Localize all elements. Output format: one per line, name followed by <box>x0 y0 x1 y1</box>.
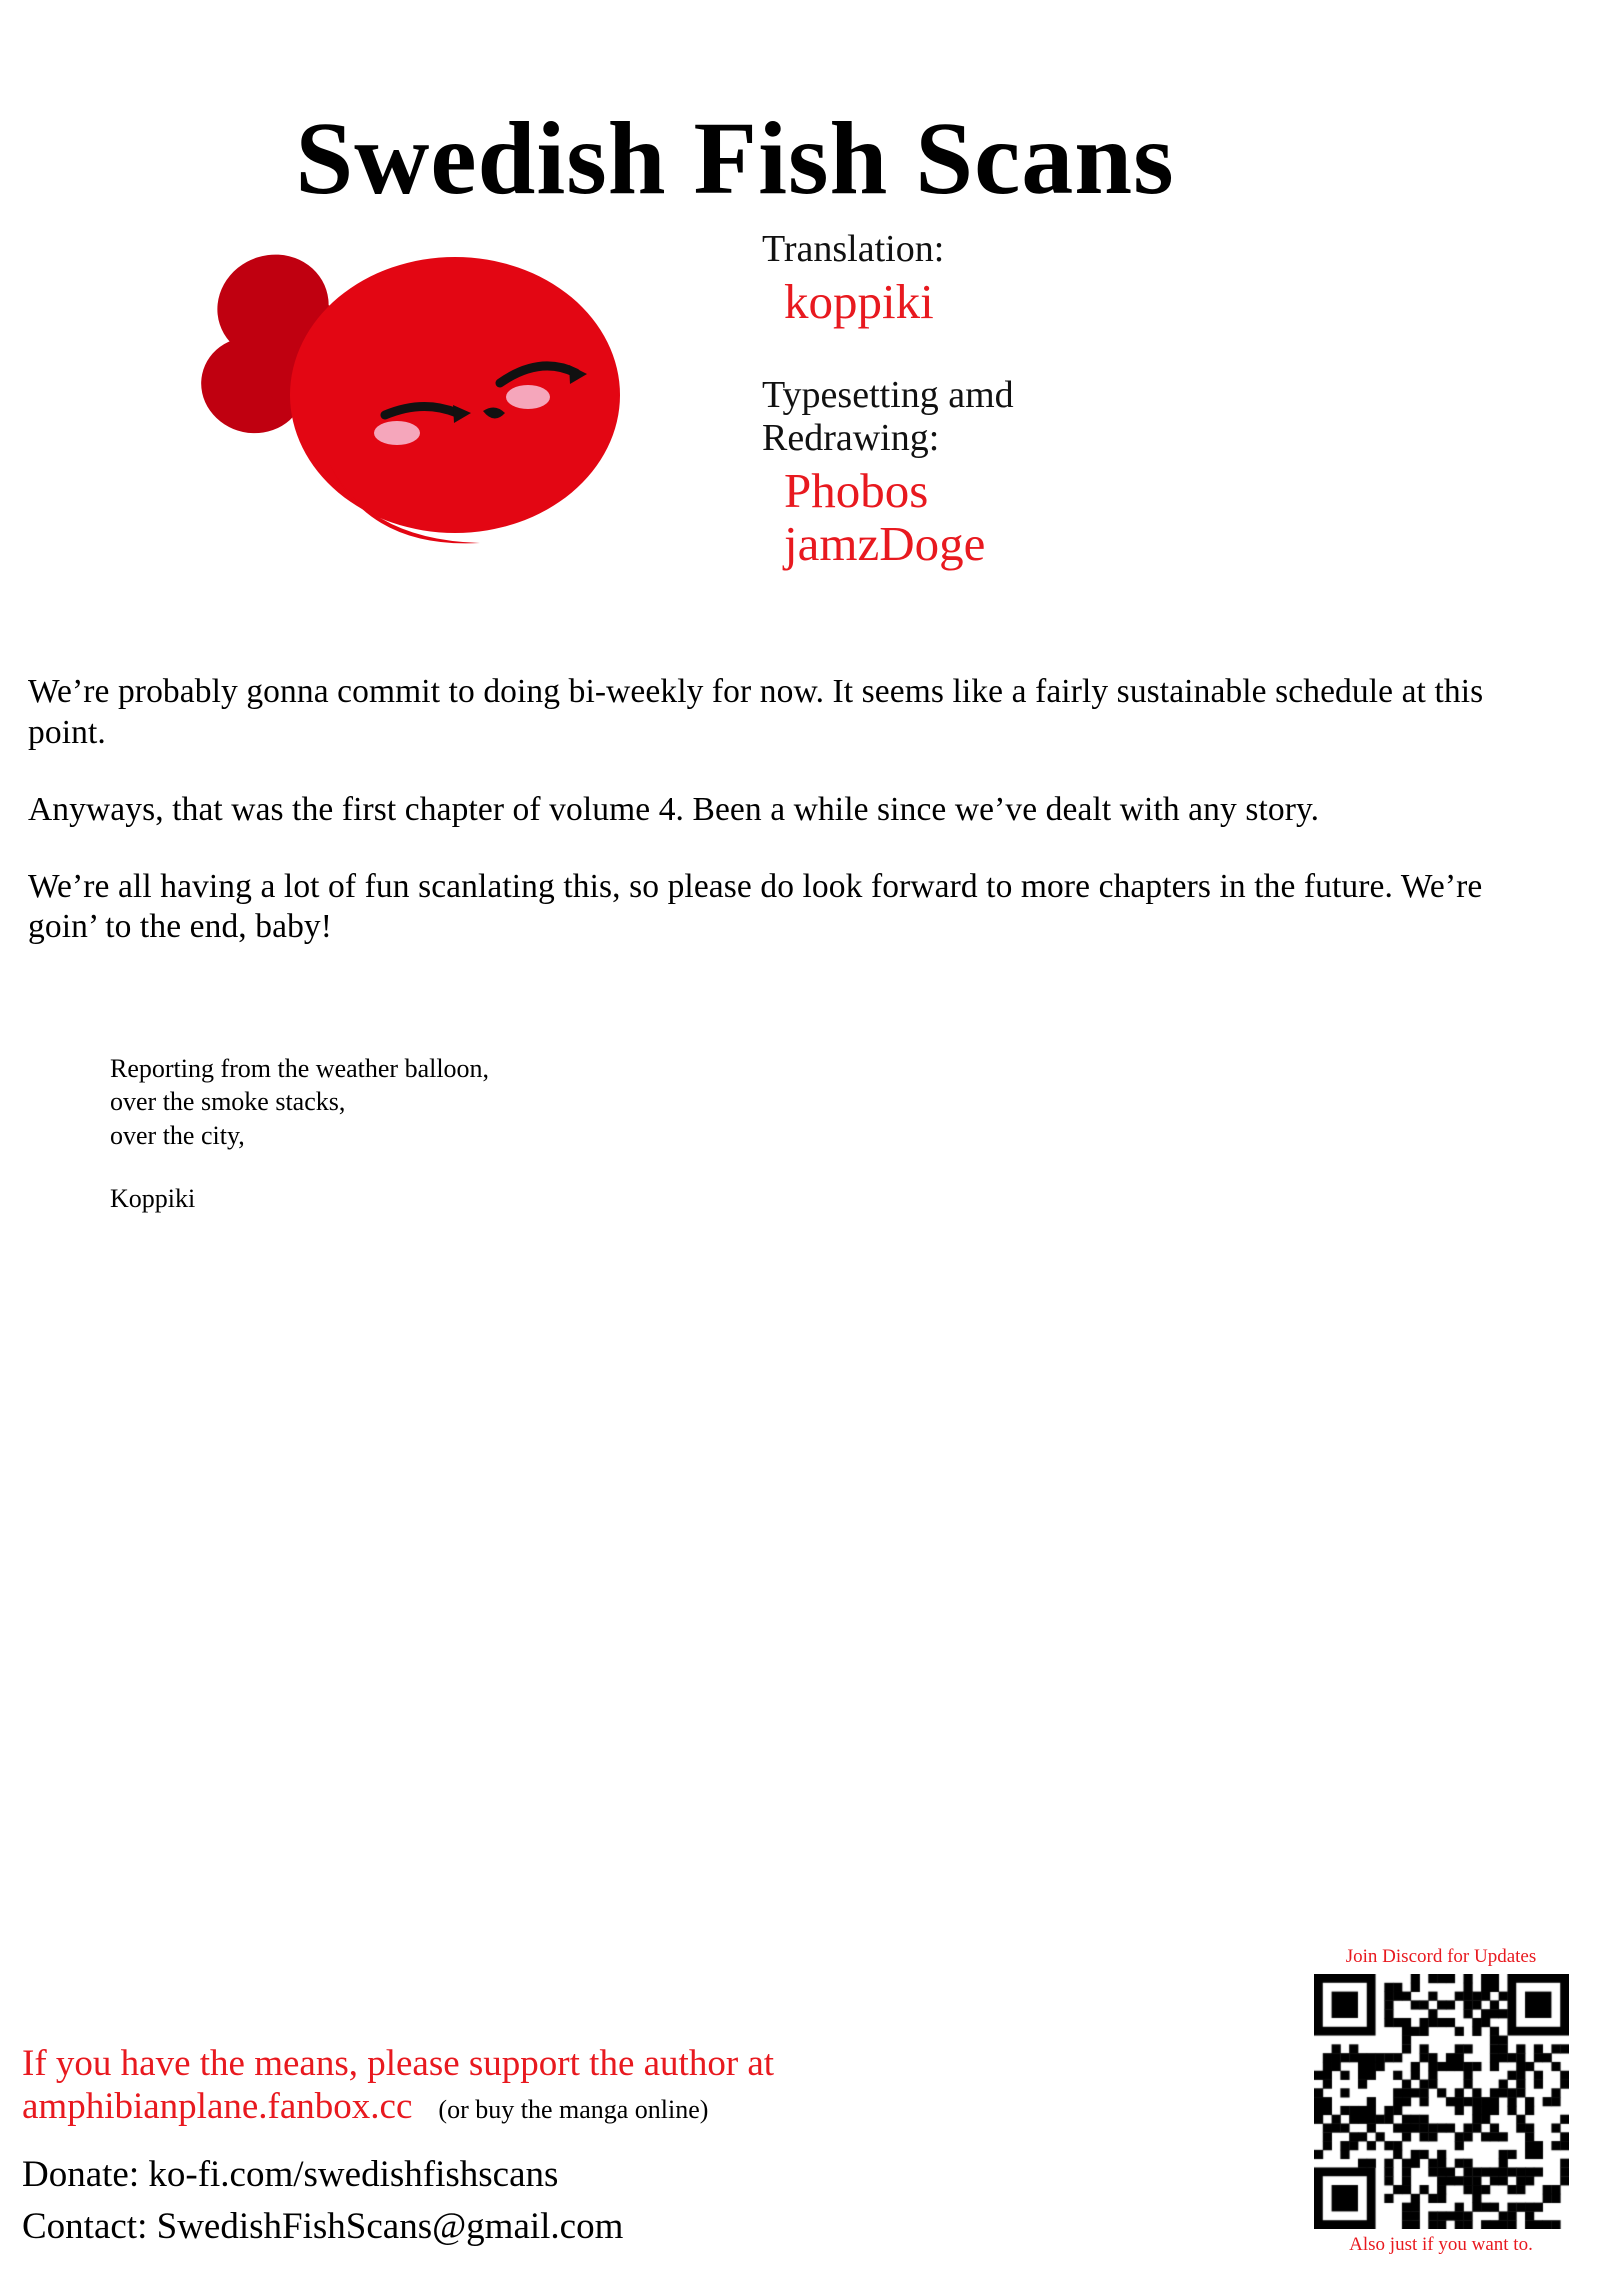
contact-email[interactable]: Contact: SwedishFishScans@gmail.com <box>22 2206 624 2248</box>
qr-bottom-label: Also just if you want to. <box>1349 2234 1533 2256</box>
support-author-note: (or buy the manga online) <box>438 2095 709 2125</box>
credit-role-label-line2: Redrawing: <box>762 416 940 459</box>
support-author-line-1: If you have the means, please support the author at <box>22 2043 775 2085</box>
qr-code-icon[interactable] <box>1314 1974 1569 2229</box>
credit-role-label: Translation: <box>762 228 945 270</box>
credit-role-label-line1: Typesetting amd <box>762 374 1014 417</box>
credit-typesetting <box>762 374 1382 571</box>
credits-block <box>762 228 1382 571</box>
page-title: Swedish Fish Scans <box>295 100 1175 216</box>
signoff-author: Koppiki <box>110 1183 196 1213</box>
note-paragraph: We’re all having a lot of fun scanlating this, so please do look forward to more chapters in the future. We’re goin’ to the end, baby! <box>28 867 1483 946</box>
credit-translation <box>762 228 1382 328</box>
signoff-line-1: Reporting from the weather balloon, <box>110 1054 490 1083</box>
note-paragraph: Anyways, that was the first chapter of volume 4. Been a while since we’ve dealt with any story. <box>28 790 1320 828</box>
credit-name-jamzdoge: jamzDoge <box>784 516 986 572</box>
footer-block <box>22 2043 1262 2254</box>
credit-name-phobos: Phobos <box>784 462 929 518</box>
note-paragraph: We’re probably gonna commit to doing bi-weekly for now. It seems like a fairly sustainable schedule at this point. <box>28 673 1484 751</box>
discord-qr-block[interactable] <box>1308 1945 1574 2258</box>
fish-body-icon <box>290 257 620 543</box>
translator-notes <box>28 672 1558 984</box>
signoff-line-2: over the smoke stacks, <box>110 1087 346 1117</box>
fish-mascot-illustration <box>195 215 705 615</box>
signoff-line-3: over the city, <box>110 1120 245 1150</box>
support-author-link[interactable]: amphibianplane.fanbox.cc <box>22 2086 413 2128</box>
signoff-block <box>110 1052 1010 1215</box>
donate-link[interactable]: Donate: ko-fi.com/swedishfishscans <box>22 2153 559 2195</box>
credit-name-koppiki: koppiki <box>784 273 934 329</box>
qr-top-label: Join Discord for Updates <box>1345 1945 1537 1967</box>
